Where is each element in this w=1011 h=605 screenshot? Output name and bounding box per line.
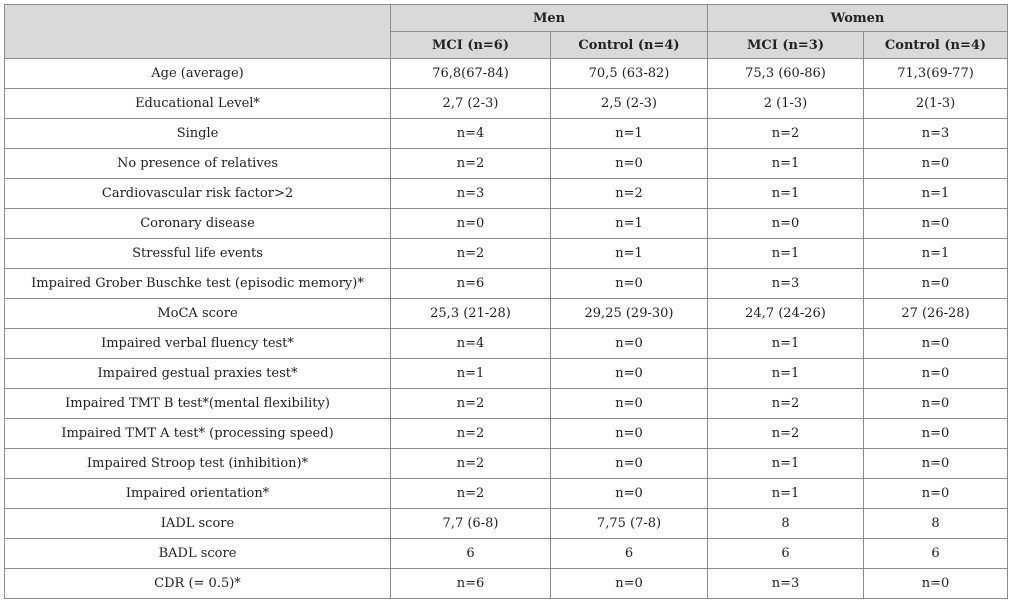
table-cell: n=1: [708, 359, 864, 389]
table-cell: n=1: [708, 449, 864, 479]
header-men-mci: MCI (n=6): [391, 32, 551, 59]
table-cell: n=2: [551, 179, 708, 209]
table-cell: n=0: [551, 569, 708, 599]
table-cell: n=4: [391, 119, 551, 149]
table-row: [5, 59, 1008, 89]
table-cell: n=3: [708, 269, 864, 299]
table-cell: n=4: [391, 329, 551, 359]
table-cell: n=2: [391, 449, 551, 479]
table-cell: 70,5 (63-82): [551, 59, 708, 89]
table-cell: n=1: [864, 179, 1008, 209]
table-row: [5, 299, 1008, 329]
table-cell: n=3: [708, 569, 864, 599]
row-label: Impaired gestual praxies test*: [5, 359, 391, 389]
table-cell: n=2: [391, 239, 551, 269]
table-row: [5, 329, 1008, 359]
table-cell: n=6: [391, 269, 551, 299]
table-cell: 27 (26-28): [864, 299, 1008, 329]
table-cell: n=1: [864, 239, 1008, 269]
table-cell: n=2: [708, 119, 864, 149]
table-cell: 6: [551, 539, 708, 569]
table-row: [5, 479, 1008, 509]
row-label: Impaired orientation*: [5, 479, 391, 509]
table-cell: n=1: [551, 119, 708, 149]
table-cell: 7,7 (6-8): [391, 509, 551, 539]
table-row: [5, 389, 1008, 419]
table-row: [5, 149, 1008, 179]
header-empty-cell: [5, 5, 391, 59]
table-cell: 2,5 (2-3): [551, 89, 708, 119]
table-cell: n=0: [864, 329, 1008, 359]
table-cell: n=0: [864, 359, 1008, 389]
table-cell: 76,8(67-84): [391, 59, 551, 89]
table-cell: n=1: [708, 179, 864, 209]
row-label: Impaired TMT B test*(mental flexibility): [5, 389, 391, 419]
row-label: BADL score: [5, 539, 391, 569]
row-label: Impaired TMT A test* (processing speed): [5, 419, 391, 449]
header-group-women: Women: [708, 5, 1008, 32]
table-cell: n=0: [864, 149, 1008, 179]
table-row: [5, 539, 1008, 569]
table-cell: n=0: [551, 419, 708, 449]
table-row: [5, 179, 1008, 209]
table-cell: n=0: [551, 329, 708, 359]
row-label: Impaired Grober Buschke test (episodic memory)*: [5, 269, 391, 299]
table-cell: n=1: [708, 329, 864, 359]
table-cell: 8: [708, 509, 864, 539]
table-cell: n=0: [864, 419, 1008, 449]
row-label: Cardiovascular risk factor>2: [5, 179, 391, 209]
row-label: Age (average): [5, 59, 391, 89]
table-cell: n=2: [708, 419, 864, 449]
header-women-control: Control (n=4): [864, 32, 1008, 59]
table-cell: n=1: [708, 149, 864, 179]
header-men-control: Control (n=4): [551, 32, 708, 59]
row-label: CDR (= 0.5)*: [5, 569, 391, 599]
table-cell: n=0: [864, 389, 1008, 419]
table-row: [5, 119, 1008, 149]
table-cell: n=2: [391, 389, 551, 419]
table-cell: 7,75 (7-8): [551, 509, 708, 539]
table-cell: n=0: [864, 569, 1008, 599]
table-cell: n=0: [551, 479, 708, 509]
table-cell: 2,7 (2-3): [391, 89, 551, 119]
table-cell: n=1: [708, 239, 864, 269]
table-row: [5, 449, 1008, 479]
table-cell: 6: [391, 539, 551, 569]
row-label: No presence of relatives: [5, 149, 391, 179]
table-cell: n=0: [551, 359, 708, 389]
table-row: [5, 569, 1008, 599]
table-cell: n=1: [551, 239, 708, 269]
table-cell: 2(1-3): [864, 89, 1008, 119]
table-header: [5, 5, 1008, 59]
header-group-men: Men: [391, 5, 708, 32]
table-row: [5, 239, 1008, 269]
table-cell: n=0: [864, 269, 1008, 299]
row-label: Impaired Stroop test (inhibition)*: [5, 449, 391, 479]
data-table: [4, 4, 1008, 599]
table-cell: n=6: [391, 569, 551, 599]
table-cell: 6: [864, 539, 1008, 569]
table-cell: n=0: [551, 269, 708, 299]
table-cell: n=2: [391, 149, 551, 179]
table-row: [5, 509, 1008, 539]
table-cell: 71,3(69-77): [864, 59, 1008, 89]
row-label: IADL score: [5, 509, 391, 539]
table-cell: n=0: [551, 449, 708, 479]
table-cell: n=0: [864, 479, 1008, 509]
table-cell: n=2: [391, 479, 551, 509]
table-cell: n=1: [708, 479, 864, 509]
table-cell: n=3: [864, 119, 1008, 149]
table-cell: 24,7 (24-26): [708, 299, 864, 329]
header-row-groups: [5, 5, 1008, 32]
row-label: Stressful life events: [5, 239, 391, 269]
table-cell: n=0: [864, 209, 1008, 239]
row-label: Educational Level*: [5, 89, 391, 119]
table-cell: 25,3 (21-28): [391, 299, 551, 329]
table-cell: n=3: [391, 179, 551, 209]
row-label: Single: [5, 119, 391, 149]
row-label: Coronary disease: [5, 209, 391, 239]
table-cell: n=2: [391, 419, 551, 449]
table-row: [5, 359, 1008, 389]
table-row: [5, 209, 1008, 239]
table-cell: 75,3 (60-86): [708, 59, 864, 89]
table-row: [5, 419, 1008, 449]
row-label: MoCA score: [5, 299, 391, 329]
table-row: [5, 269, 1008, 299]
table-cell: n=0: [391, 209, 551, 239]
table-cell: n=0: [864, 449, 1008, 479]
table-cell: 6: [708, 539, 864, 569]
table-cell: n=0: [551, 389, 708, 419]
table-row: [5, 89, 1008, 119]
table-cell: n=2: [708, 389, 864, 419]
header-women-mci: MCI (n=3): [708, 32, 864, 59]
table-cell: 8: [864, 509, 1008, 539]
row-label: Impaired verbal fluency test*: [5, 329, 391, 359]
table-cell: 2 (1-3): [708, 89, 864, 119]
table-cell: n=0: [551, 149, 708, 179]
table-body: [5, 59, 1008, 599]
table-cell: 29,25 (29-30): [551, 299, 708, 329]
table-cell: n=1: [391, 359, 551, 389]
table-cell: n=0: [708, 209, 864, 239]
table-cell: n=1: [551, 209, 708, 239]
